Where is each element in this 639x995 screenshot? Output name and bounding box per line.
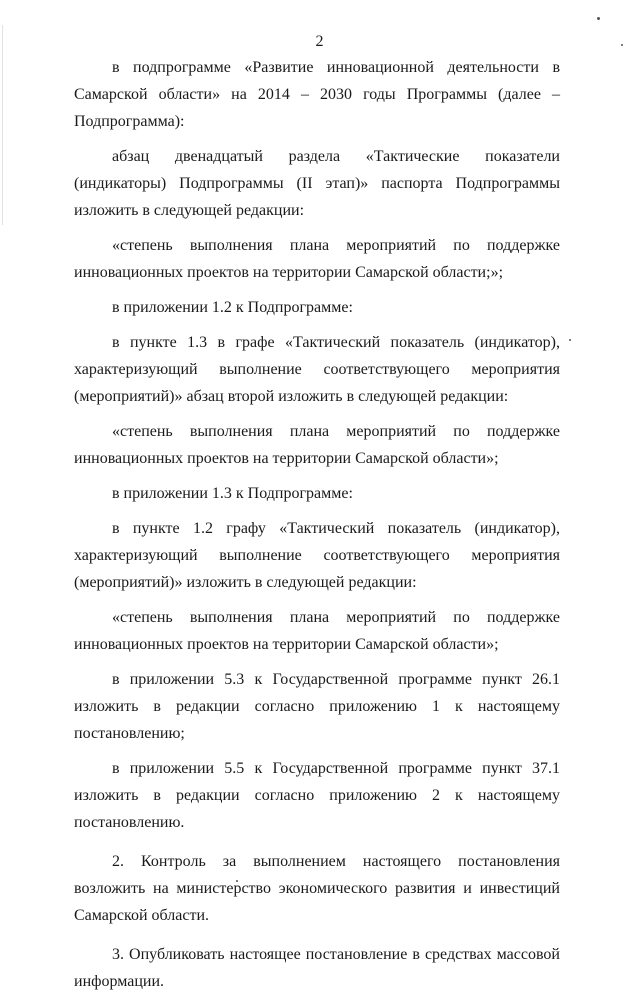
- paragraph-quote-indicator-2: «степень выполнения плана мероприятий по поддержке инновационных проектов на территории Самарской области»;: [74, 423, 560, 467]
- paragraph-subprogram-intro: в подпрограмме «Развитие инновационной деятельности в Самарской области» на 2014 – 2030 годы Программы (далее – Подпрограмма):: [74, 59, 560, 130]
- paragraph-passport-section: абзац двенадцатый раздела «Тактические показатели (индикаторы) Подпрограммы (II этап)» паспорта Подпрограммы изложить в следующей редакции:: [74, 148, 560, 219]
- page-number: 2: [315, 33, 324, 50]
- document-body: [74, 54, 560, 995]
- paragraph-appendix-1-3: в приложении 1.3 к Подпрограмме:: [112, 485, 353, 502]
- scan-edge-line: [2, 25, 3, 225]
- paragraph-quote-indicator: «степень выполнения плана мероприятий по поддержке инновационных проектов на территории Самарской области;»;: [74, 237, 560, 281]
- paragraph-appendix-5-5: в приложении 5.5 к Государственной программе пункт 37.1 изложить в редакции согласно приложению 2 к настоящему постановлению.: [74, 760, 560, 831]
- paragraph-control-clause: 2. Контроль за выполнением настоящего постановления возложить на министерство экономического развития и инвестиций Самарской области.: [74, 853, 560, 924]
- paragraph-item-1-2: в пункте 1.2 графу «Тактический показатель (индикатор), характеризующий выполнение соответствующего мероприятия (мероприятий)» изложить в следующей редакции:: [74, 520, 560, 591]
- paragraph-quote-indicator-3: «степень выполнения плана мероприятий по поддержке инновационных проектов на территории Самарской области»;: [74, 609, 560, 653]
- paragraph-item-1-3: в пункте 1.3 в графе «Тактический показатель (индикатор), характеризующий выполнение соответствующего мероприятия (мероприятий)» абзац второй изложить в следующей редакции:: [74, 334, 560, 405]
- paragraph-appendix-1-2: в приложении 1.2 к Подпрограмме:: [112, 299, 353, 316]
- paragraph-appendix-5-3: в приложении 5.3 к Государственной программе пункт 26.1 изложить в редакции согласно приложению 1 к настоящему постановлению;: [74, 671, 560, 742]
- scan-speck: [569, 339, 571, 341]
- paragraph-publish-clause: 3. Опубликовать настоящее постановление в средствах массовой информации.: [74, 946, 560, 990]
- scan-speck: [597, 17, 600, 20]
